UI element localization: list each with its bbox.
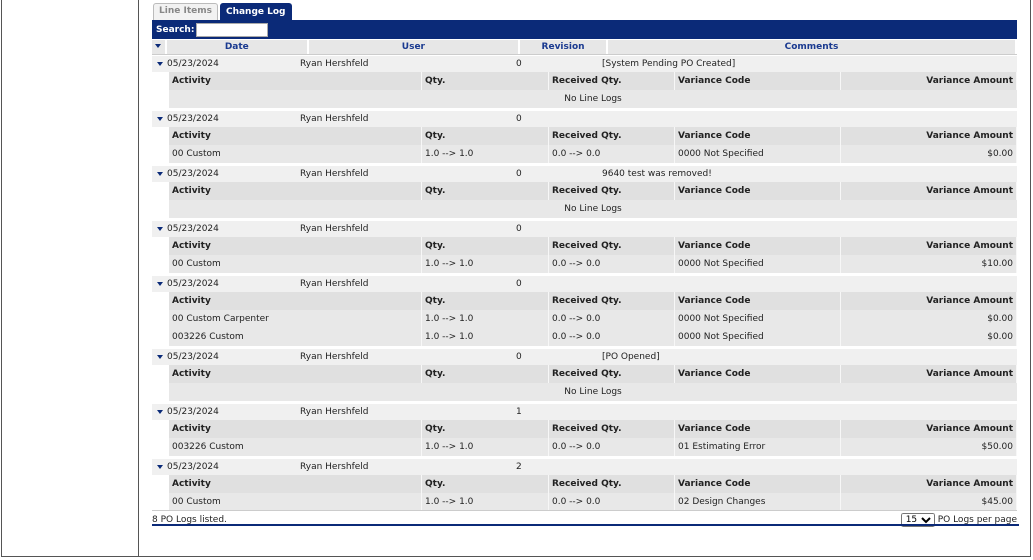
column-header-row — [152, 39, 1017, 55]
left-divider — [138, 0, 139, 557]
log-comment — [602, 111, 1017, 127]
log-list — [152, 56, 1017, 514]
log-entry — [152, 276, 1017, 346]
log-comment — [602, 459, 1017, 475]
header-activity: Activity — [169, 292, 422, 310]
header-qty: Qty. — [422, 237, 549, 255]
header-variance-amount: Variance Amount — [841, 182, 1017, 200]
line-variance-amount: $50.00 — [841, 438, 1017, 456]
log-user: Ryan Hershfeld — [300, 169, 369, 179]
line-received-qty: 0.0 --> 0.0 — [549, 493, 675, 511]
log-date: 05/23/2024 — [167, 114, 219, 124]
header-received-qty: Received Qty. — [549, 420, 675, 438]
line-log-header — [169, 420, 1017, 438]
log-entry-row — [152, 221, 1017, 237]
header-variance-code: Variance Code — [675, 292, 841, 310]
log-date: 05/23/2024 — [167, 279, 219, 289]
header-received-qty: Received Qty. — [549, 475, 675, 493]
collapse-toggle[interactable] — [152, 166, 167, 182]
log-entry — [152, 221, 1017, 273]
header-variance-amount: Variance Amount — [841, 365, 1017, 383]
header-qty: Qty. — [422, 182, 549, 200]
header-activity: Activity — [169, 127, 422, 145]
caret-down-icon — [157, 227, 163, 231]
expand-all-toggle[interactable] — [152, 40, 165, 54]
line-activity: 003226 Custom — [169, 328, 422, 346]
header-activity: Activity — [169, 182, 422, 200]
tab-line-items[interactable]: Line Items — [153, 3, 218, 20]
line-variance-code: 0000 Not Specified — [675, 255, 841, 273]
header-variance-amount: Variance Amount — [841, 475, 1017, 493]
log-revision: 0 — [516, 352, 522, 362]
line-qty: 1.0 --> 1.0 — [422, 145, 549, 163]
log-entry — [152, 459, 1017, 511]
header-variance-code: Variance Code — [675, 72, 841, 90]
line-log-row — [169, 255, 1017, 273]
no-line-logs: No Line Logs — [169, 383, 1017, 401]
line-log-table — [169, 475, 1017, 511]
line-log-table — [169, 182, 1017, 218]
log-revision: 0 — [516, 59, 522, 69]
header-qty: Qty. — [422, 72, 549, 90]
line-log-row — [169, 310, 1017, 328]
line-activity: 00 Custom — [169, 493, 422, 511]
line-received-qty: 0.0 --> 0.0 — [549, 438, 675, 456]
caret-down-icon — [157, 282, 163, 286]
header-received-qty: Received Qty. — [549, 292, 675, 310]
log-user: Ryan Hershfeld — [300, 224, 369, 234]
log-comment — [602, 276, 1017, 292]
tab-change-log[interactable]: Change Log — [220, 3, 292, 21]
line-log-row — [169, 145, 1017, 163]
log-entry-row — [152, 56, 1017, 72]
line-qty: 1.0 --> 1.0 — [422, 493, 549, 511]
log-user: Ryan Hershfeld — [300, 352, 369, 362]
header-variance-code: Variance Code — [675, 420, 841, 438]
no-line-logs: No Line Logs — [169, 90, 1017, 108]
column-date[interactable]: Date — [167, 40, 307, 54]
log-entry-row — [152, 349, 1017, 365]
log-entry-row — [152, 404, 1017, 420]
caret-down-icon — [157, 465, 163, 469]
header-received-qty: Received Qty. — [549, 72, 675, 90]
line-log-header — [169, 292, 1017, 310]
header-activity: Activity — [169, 365, 422, 383]
log-entry-row — [152, 276, 1017, 292]
search-label: Search: — [156, 24, 195, 35]
log-comment: 9640 test was removed! — [602, 169, 712, 179]
header-received-qty: Received Qty. — [549, 365, 675, 383]
line-log-row — [169, 438, 1017, 456]
log-entry — [152, 166, 1017, 218]
line-log-row — [169, 328, 1017, 346]
line-received-qty: 0.0 --> 0.0 — [549, 145, 675, 163]
line-log-table — [169, 127, 1017, 163]
line-log-table — [169, 237, 1017, 273]
line-variance-amount: $10.00 — [841, 255, 1017, 273]
log-revision: 1 — [516, 407, 522, 417]
log-date: 05/23/2024 — [167, 462, 219, 472]
log-entry-row — [152, 166, 1017, 182]
line-variance-amount: $45.00 — [841, 493, 1017, 511]
collapse-toggle[interactable] — [152, 404, 167, 420]
line-log-header — [169, 475, 1017, 493]
column-comments[interactable]: Comments — [608, 40, 1015, 54]
line-qty: 1.0 --> 1.0 — [422, 255, 549, 273]
header-received-qty: Received Qty. — [549, 237, 675, 255]
log-entry — [152, 111, 1017, 163]
header-variance-code: Variance Code — [675, 182, 841, 200]
header-qty: Qty. — [422, 365, 549, 383]
log-entry-row — [152, 111, 1017, 127]
log-user: Ryan Hershfeld — [300, 407, 369, 417]
line-log-table — [169, 292, 1017, 346]
log-revision: 0 — [516, 279, 522, 289]
caret-down-icon — [157, 410, 163, 414]
header-variance-code: Variance Code — [675, 127, 841, 145]
line-activity: 00 Custom — [169, 255, 422, 273]
log-date: 05/23/2024 — [167, 59, 219, 69]
header-activity: Activity — [169, 72, 422, 90]
log-user: Ryan Hershfeld — [300, 59, 369, 69]
collapse-toggle[interactable] — [152, 221, 167, 237]
line-variance-code: 0000 Not Specified — [675, 145, 841, 163]
line-received-qty: 0.0 --> 0.0 — [549, 310, 675, 328]
log-comment — [602, 221, 1017, 237]
line-variance-code: 02 Design Changes — [675, 493, 841, 511]
tab-bar — [153, 3, 294, 21]
header-variance-code: Variance Code — [675, 365, 841, 383]
line-activity: 00 Custom — [169, 145, 422, 163]
collapse-toggle[interactable] — [152, 459, 167, 475]
log-date: 05/23/2024 — [167, 352, 219, 362]
collapse-toggle[interactable] — [152, 56, 167, 72]
log-user: Ryan Hershfeld — [300, 279, 369, 289]
header-variance-code: Variance Code — [675, 237, 841, 255]
header-activity: Activity — [169, 475, 422, 493]
line-activity: 003226 Custom — [169, 438, 422, 456]
log-revision: 2 — [516, 462, 522, 472]
log-user: Ryan Hershfeld — [300, 114, 369, 124]
caret-down-icon — [155, 44, 161, 48]
caret-down-icon — [157, 172, 163, 176]
log-entry — [152, 404, 1017, 456]
line-qty: 1.0 --> 1.0 — [422, 438, 549, 456]
panel-bottom-border — [152, 524, 1019, 526]
line-received-qty: 0.0 --> 0.0 — [549, 328, 675, 346]
header-qty: Qty. — [422, 292, 549, 310]
per-page-label: PO Logs per page — [937, 514, 1017, 525]
line-log-header — [169, 72, 1017, 90]
line-log-table — [169, 420, 1017, 456]
column-user[interactable]: User — [309, 40, 519, 54]
header-variance-amount: Variance Amount — [841, 292, 1017, 310]
log-date: 05/23/2024 — [167, 407, 219, 417]
line-log-row — [169, 493, 1017, 511]
line-received-qty: 0.0 --> 0.0 — [549, 255, 675, 273]
line-variance-code: 0000 Not Specified — [675, 328, 841, 346]
no-line-logs: No Line Logs — [169, 200, 1017, 218]
header-activity: Activity — [169, 237, 422, 255]
header-activity: Activity — [169, 420, 422, 438]
log-date: 05/23/2024 — [167, 224, 219, 234]
line-log-table — [169, 365, 1017, 401]
search-input[interactable] — [196, 23, 268, 37]
line-log-header — [169, 365, 1017, 383]
log-revision: 0 — [516, 224, 522, 234]
line-activity: 00 Custom Carpenter — [169, 310, 422, 328]
line-variance-code: 0000 Not Specified — [675, 310, 841, 328]
log-entry — [152, 349, 1017, 401]
log-date: 05/23/2024 — [167, 169, 219, 179]
line-qty: 1.0 --> 1.0 — [422, 310, 549, 328]
header-variance-code: Variance Code — [675, 475, 841, 493]
header-variance-amount: Variance Amount — [841, 237, 1017, 255]
search-bar — [152, 20, 1017, 39]
collapse-toggle[interactable] — [152, 276, 167, 292]
collapse-toggle[interactable] — [152, 349, 167, 365]
header-qty: Qty. — [422, 475, 549, 493]
header-received-qty: Received Qty. — [549, 127, 675, 145]
log-comment — [602, 404, 1017, 420]
column-revision[interactable]: Revision — [520, 40, 606, 54]
log-revision: 0 — [516, 169, 522, 179]
log-entry — [152, 56, 1017, 108]
header-qty: Qty. — [422, 420, 549, 438]
collapse-toggle[interactable] — [152, 111, 167, 127]
change-log-panel — [150, 3, 1017, 525]
line-log-header — [169, 237, 1017, 255]
line-variance-code: 01 Estimating Error — [675, 438, 841, 456]
log-comment: [PO Opened] — [602, 352, 660, 362]
log-comment: [System Pending PO Created] — [602, 59, 736, 69]
line-log-table — [169, 72, 1017, 108]
caret-down-icon — [157, 117, 163, 121]
header-qty: Qty. — [422, 127, 549, 145]
line-qty: 1.0 --> 1.0 — [422, 328, 549, 346]
header-variance-amount: Variance Amount — [841, 72, 1017, 90]
header-variance-amount: Variance Amount — [841, 420, 1017, 438]
log-revision: 0 — [516, 114, 522, 124]
caret-down-icon — [157, 62, 163, 66]
line-log-header — [169, 182, 1017, 200]
header-received-qty: Received Qty. — [549, 182, 675, 200]
log-entry-row — [152, 459, 1017, 475]
line-variance-amount: $0.00 — [841, 328, 1017, 346]
header-variance-amount: Variance Amount — [841, 127, 1017, 145]
line-variance-amount: $0.00 — [841, 310, 1017, 328]
log-user: Ryan Hershfeld — [300, 462, 369, 472]
line-variance-amount: $0.00 — [841, 145, 1017, 163]
log-count: 8 PO Logs listed. — [152, 514, 227, 525]
caret-down-icon — [157, 355, 163, 359]
line-log-header — [169, 127, 1017, 145]
